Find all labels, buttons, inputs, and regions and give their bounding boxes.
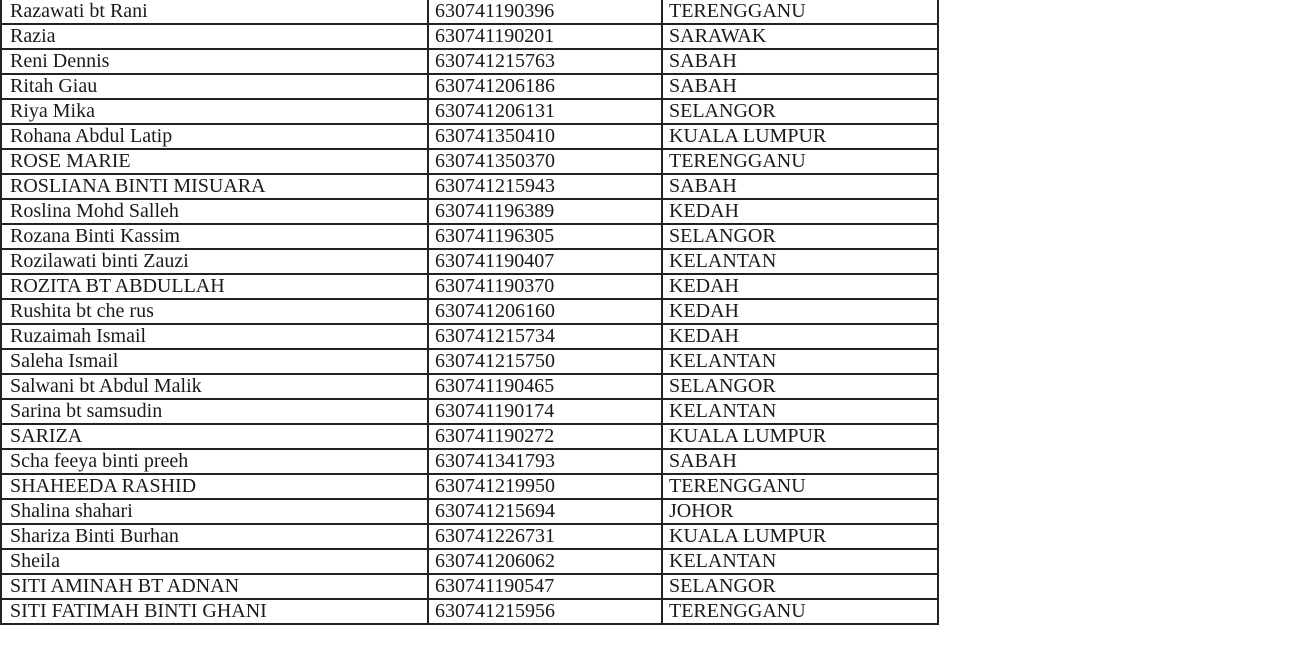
table-row (1, 74, 938, 99)
name-cell: Scha feeya binti preeh (1, 449, 428, 474)
id-number-cell: 630741190272 (428, 424, 662, 449)
table-row (1, 374, 938, 399)
state-cell: TERENGGANU (662, 474, 938, 499)
state-cell: SELANGOR (662, 374, 938, 399)
state-cell: SELANGOR (662, 224, 938, 249)
id-number-cell: 630741341793 (428, 449, 662, 474)
table-row (1, 399, 938, 424)
name-cell: Shalina shahari (1, 499, 428, 524)
state-cell: TERENGGANU (662, 599, 938, 624)
state-cell: KEDAH (662, 299, 938, 324)
state-cell: KUALA LUMPUR (662, 124, 938, 149)
name-cell: Salwani bt Abdul Malik (1, 374, 428, 399)
name-cell: Shariza Binti Burhan (1, 524, 428, 549)
table-row (1, 574, 938, 599)
id-number-cell: 630741196305 (428, 224, 662, 249)
state-cell: KEDAH (662, 199, 938, 224)
name-cell: Rozilawati binti Zauzi (1, 249, 428, 274)
id-number-cell: 630741215734 (428, 324, 662, 349)
table-row (1, 124, 938, 149)
state-cell: JOHOR (662, 499, 938, 524)
id-number-cell: 630741206131 (428, 99, 662, 124)
name-cell: ROSLIANA BINTI MISUARA (1, 174, 428, 199)
id-number-cell: 630741190407 (428, 249, 662, 274)
table-row (1, 299, 938, 324)
table-row (1, 49, 938, 74)
state-cell: KEDAH (662, 274, 938, 299)
name-cell: Razia (1, 24, 428, 49)
state-cell: SABAH (662, 449, 938, 474)
name-cell: Riya Mika (1, 99, 428, 124)
state-cell: KUALA LUMPUR (662, 524, 938, 549)
name-cell: Ritah Giau (1, 74, 428, 99)
state-cell: SARAWAK (662, 24, 938, 49)
id-number-cell: 630741190465 (428, 374, 662, 399)
state-cell: KELANTAN (662, 349, 938, 374)
id-number-cell: 630741226731 (428, 524, 662, 549)
id-number-cell: 630741350370 (428, 149, 662, 174)
name-cell: SARIZA (1, 424, 428, 449)
state-cell: KELANTAN (662, 249, 938, 274)
name-cell: ROSE MARIE (1, 149, 428, 174)
id-number-cell: 630741190547 (428, 574, 662, 599)
table-row (1, 524, 938, 549)
state-cell: SELANGOR (662, 574, 938, 599)
id-number-cell: 630741206160 (428, 299, 662, 324)
id-number-cell: 630741190370 (428, 274, 662, 299)
name-cell: Saleha Ismail (1, 349, 428, 374)
table-row (1, 449, 938, 474)
name-cell: Ruzaimah Ismail (1, 324, 428, 349)
table-row (1, 24, 938, 49)
table-row (1, 0, 938, 24)
state-cell: SABAH (662, 49, 938, 74)
name-cell: Reni Dennis (1, 49, 428, 74)
name-cell: Roslina Mohd Salleh (1, 199, 428, 224)
state-cell: KELANTAN (662, 549, 938, 574)
id-number-cell: 630741350410 (428, 124, 662, 149)
state-cell: SABAH (662, 174, 938, 199)
id-number-cell: 630741215763 (428, 49, 662, 74)
table-row (1, 424, 938, 449)
state-cell: KUALA LUMPUR (662, 424, 938, 449)
table-row (1, 99, 938, 124)
name-cell: Rushita bt che rus (1, 299, 428, 324)
id-number-cell: 630741219950 (428, 474, 662, 499)
id-number-cell: 630741190396 (428, 0, 662, 24)
table-row (1, 149, 938, 174)
id-number-cell: 630741190201 (428, 24, 662, 49)
table-row (1, 174, 938, 199)
table-row (1, 224, 938, 249)
name-cell: SHAHEEDA RASHID (1, 474, 428, 499)
name-cell: Rozana Binti Kassim (1, 224, 428, 249)
state-cell: KEDAH (662, 324, 938, 349)
id-number-cell: 630741206186 (428, 74, 662, 99)
id-number-cell: 630741215694 (428, 499, 662, 524)
table-row (1, 199, 938, 224)
table-body (1, 0, 938, 624)
table-row (1, 599, 938, 624)
name-cell: Razawati bt Rani (1, 0, 428, 24)
name-cell: ROZITA BT ABDULLAH (1, 274, 428, 299)
id-number-cell: 630741206062 (428, 549, 662, 574)
state-cell: SABAH (662, 74, 938, 99)
name-cell: Sarina bt samsudin (1, 399, 428, 424)
id-number-cell: 630741215750 (428, 349, 662, 374)
table-row (1, 499, 938, 524)
state-cell: TERENGGANU (662, 0, 938, 24)
id-number-cell: 630741215956 (428, 599, 662, 624)
table-row (1, 324, 938, 349)
name-cell: Sheila (1, 549, 428, 574)
state-cell: TERENGGANU (662, 149, 938, 174)
id-number-cell: 630741196389 (428, 199, 662, 224)
id-number-cell: 630741190174 (428, 399, 662, 424)
name-cell: SITI FATIMAH BINTI GHANI (1, 599, 428, 624)
name-cell: SITI AMINAH BT ADNAN (1, 574, 428, 599)
table-row (1, 274, 938, 299)
table-row (1, 349, 938, 374)
state-cell: KELANTAN (662, 399, 938, 424)
name-cell: Rohana Abdul Latip (1, 124, 428, 149)
state-cell: SELANGOR (662, 99, 938, 124)
table-row (1, 474, 938, 499)
table-row (1, 549, 938, 574)
id-number-cell: 630741215943 (428, 174, 662, 199)
table-row (1, 249, 938, 274)
